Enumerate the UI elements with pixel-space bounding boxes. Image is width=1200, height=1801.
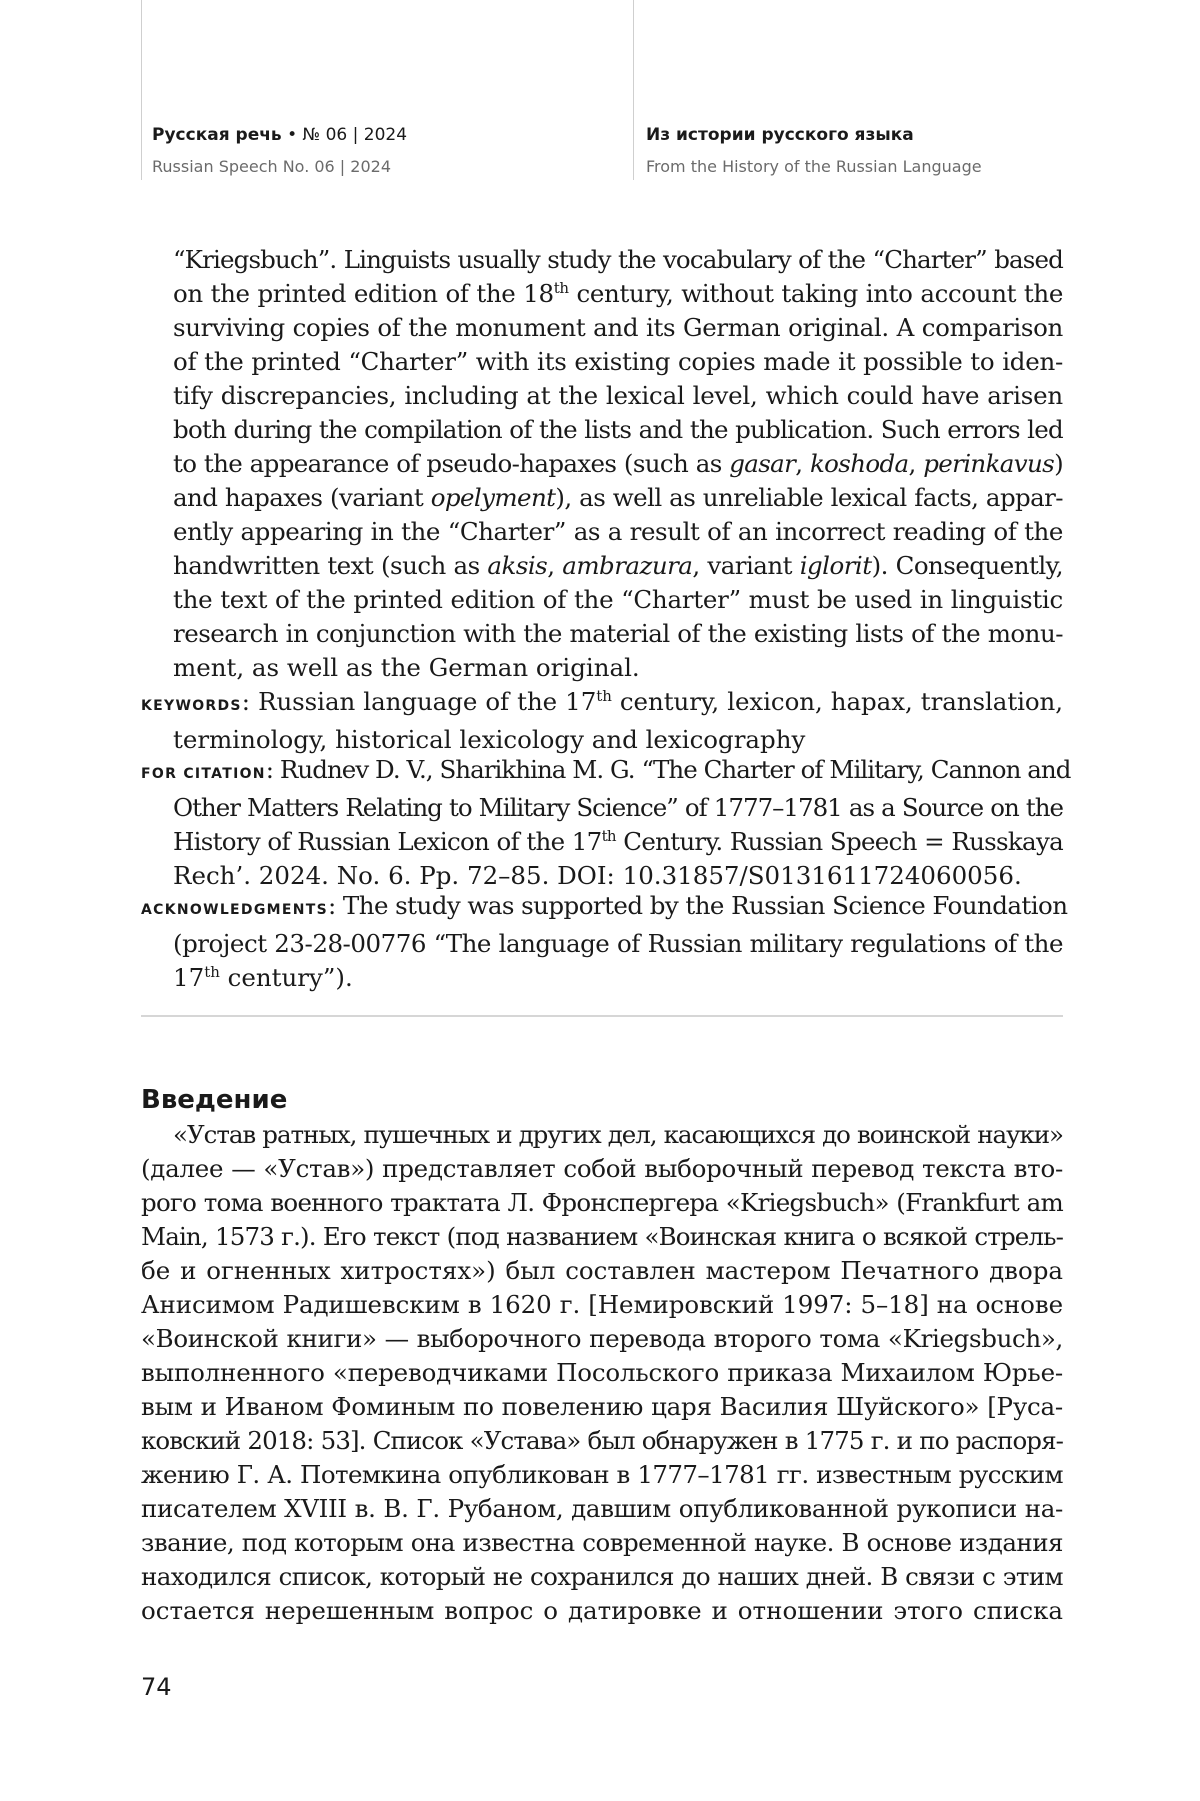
citation-line: FOR CITATION: Rudnev D. V., Sharikhina M. G. “The Charter of Military, Cannon and: [141, 755, 1071, 784]
running-header-left: [152, 124, 407, 178]
citation-line: History of Russian Lexicon of the 17th Century. Russian Speech = Russkaya: [173, 826, 1063, 856]
issue-ru: • № 06 | 2024: [281, 125, 408, 145]
section-title-ru: Из истории русского языка: [646, 125, 914, 145]
intro-line: остается нерешенным вопрос о датировке и отношении этого списка: [141, 1596, 1063, 1625]
ack-line: 17th century”).: [173, 962, 353, 992]
abstract-continuation: [173, 243, 1063, 685]
citation-line: Rech’. 2024. No. 6. Pp. 72–85. DOI: 10.31857/S0131611724060056.: [173, 861, 1022, 890]
abstract-line: “Kriegsbuch”. Linguists usually study the vocabulary of the “Charter” based: [173, 245, 1063, 274]
keywords-block: [141, 685, 1063, 757]
abstract-line: on the printed edition of the 18th century, without taking into account the: [173, 278, 1063, 308]
keywords-label: KEYWORDS: [141, 698, 242, 714]
intro-line: вым и Иваном Фоминым по повелению царя Василия Шуйского» [Руса-: [141, 1392, 1063, 1421]
intro-line: ковский 2018: 53]. Список «Устава» был обнаружен в 1775 г. и по распоря-: [141, 1426, 1063, 1455]
ack-line: ACKNOWLEDGMENTS: The study was supported by the Russian Science Foundation: [141, 891, 1068, 920]
intro-line: находился список, который не сохранился до наших дней. В связи с этим: [141, 1562, 1063, 1591]
journal-title-ru: Русская речь: [152, 125, 282, 145]
abstract-line: research in conjunction with the material of the existing lists of the monu-: [173, 619, 1063, 648]
section-title-en: From the History of the Russian Language: [646, 157, 982, 176]
abstract-line: handwritten text (such as aksis, ambrazura, variant iglorit). Consequently,: [173, 551, 1063, 580]
abstract-line: to the appearance of pseudo-hapaxes (such as gasar, koshoda, perinkavus): [173, 449, 1064, 478]
page-number: 74: [141, 1673, 172, 1701]
citation-label: FOR CITATION: [141, 766, 266, 782]
citation-line: Other Matters Relating to Military Science” of 1777–1781 as a Source on the: [173, 793, 1063, 822]
intro-line: Анисимом Радишевским в 1620 г. [Немировский 1997: 5–18] на основе: [141, 1290, 1063, 1319]
citation-block: [141, 753, 1071, 893]
intro-line: рого тома военного трактата Л. Фронспергера «Kriegsbuch» (Frankfurt am: [141, 1188, 1063, 1217]
running-header-right: [646, 124, 982, 178]
abstract-line: ment, as well as the German original.: [173, 653, 640, 682]
abstract-line: and hapaxes (variant opelyment), as well as unreliable lexical facts, appar-: [173, 483, 1063, 512]
abstract-line: the text of the printed edition of the “Charter” must be used in linguistic: [173, 585, 1063, 614]
intro-line: писателем XVIII в. В. Г. Рубаном, давшим опубликованной рукописи на-: [141, 1494, 1063, 1523]
keywords-line: KEYWORDS: Russian language of the 17th century, lexicon, hapax, translation,: [141, 686, 1063, 716]
intro-paragraph: [141, 1118, 1063, 1628]
intro-line: бе и огненных хитростях») был составлен мастером Печатного двора: [141, 1256, 1063, 1285]
ack-line: (project 23-28-00776 “The language of Russian military regulations of the: [173, 929, 1063, 958]
abstract-line: tify discrepancies, including at the lexical level, which could have arisen: [173, 381, 1063, 410]
keywords-line: terminology, historical lexicology and lexicography: [173, 725, 806, 754]
intro-line: звание, под которым она известна современной науке. В основе издания: [141, 1528, 1063, 1557]
intro-line: «Воинской книги» — выборочного перевода второго тома «Kriegsbuch»,: [141, 1324, 1063, 1353]
intro-line: (далее — «Устав») представляет собой выборочный перевод текста вто-: [141, 1154, 1063, 1183]
abstract-line: surviving copies of the monument and its German original. A comparison: [173, 313, 1063, 342]
abstract-line: both during the compilation of the lists and the publication. Such errors led: [173, 415, 1063, 444]
intro-line: Main, 1573 г.). Его текст (под названием «Воинская книга о всякой стрель-: [141, 1222, 1063, 1251]
abstract-line: ently appearing in the “Charter” as a result of an incorrect reading of the: [173, 517, 1063, 546]
intro-line: жению Г. А. Потемкина опубликован в 1777–1781 гг. известным русским: [141, 1460, 1063, 1489]
header-divider-left: [141, 0, 142, 180]
journal-title-en: Russian Speech No. 06 | 2024: [152, 157, 391, 176]
abstract-line: of the printed “Charter” with its existing copies made it possible to iden-: [173, 347, 1063, 376]
section-heading: Введение: [141, 1085, 288, 1115]
intro-line: «Устав ратных, пушечных и других дел, касающихся до воинской науки»: [173, 1120, 1063, 1149]
header-divider-right: [633, 0, 634, 180]
intro-line: выполненного «переводчиками Посольского приказа Михаилом Юрье-: [141, 1358, 1063, 1387]
acknowledgments-block: [141, 889, 1068, 995]
acknowledgments-label: ACKNOWLEDGMENTS: [141, 902, 328, 918]
section-divider: [141, 1015, 1063, 1017]
